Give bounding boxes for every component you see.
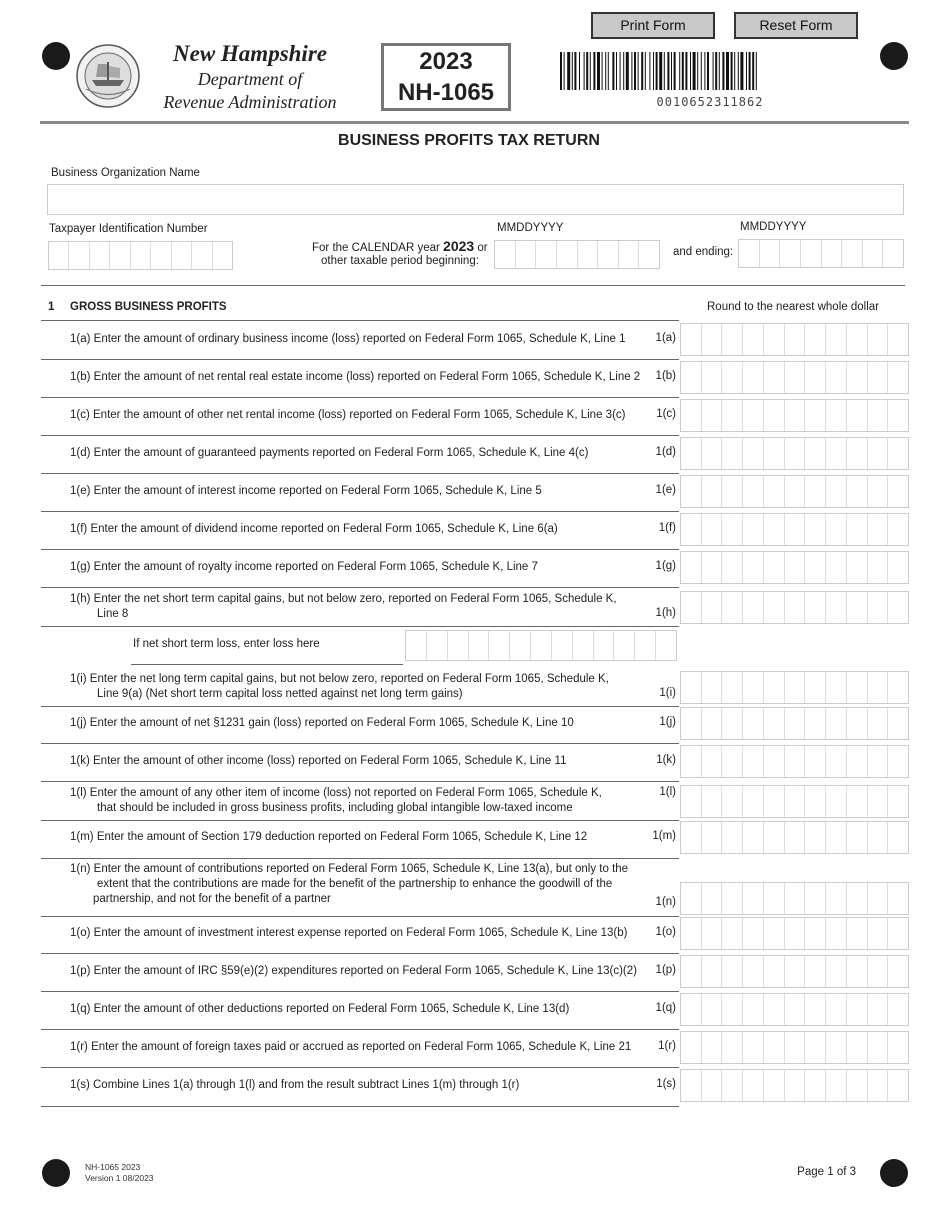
line-code: 1(s) [656,1078,676,1090]
divider [41,953,679,954]
tin-input[interactable] [48,241,233,270]
divider [41,1106,679,1107]
line-amount-input[interactable] [680,1069,909,1102]
line-code: 1(n) [655,896,676,908]
line-code: 1(k) [656,754,676,766]
divider [41,991,679,992]
divider [41,549,679,550]
registration-mark [42,42,70,70]
line-code: 1(h) [655,607,676,619]
divider [41,626,679,627]
divider [41,320,679,321]
line-item-text: 1(m) Enter the amount of Section 179 deduction reported on Federal Form 1065, Schedule K, Line 12 [70,831,588,843]
line-amount-input[interactable] [680,671,909,704]
line-item-text: 1(p) Enter the amount of IRC §59(e)(2) expenditures reported on Federal Form 1065, Schedule K, Line 13(c)(2) [70,965,637,977]
reset-form-button[interactable]: Reset Form [734,12,858,39]
line-amount-input[interactable] [680,917,909,950]
line-amount-input[interactable] [680,1031,909,1064]
line-amount-input[interactable] [680,785,909,818]
divider [41,1029,679,1030]
state-name: New Hampshire [173,41,327,66]
line-code: 1(o) [655,926,676,938]
barcode-number: 0010652311862 [656,95,764,109]
line-item-text: 1(n) Enter the amount of contributions reported on Federal Form 1065, Schedule K, Line 13(a), but only to the extent that the contributions are made for the benefit of the partnership to enhance the goodwill of the partnership, and not for the benefit of a partner [70,863,629,905]
line-code: 1(b) [655,370,676,382]
divider [41,397,679,398]
line-amount-input[interactable] [680,513,909,546]
line-amount-input[interactable] [680,437,909,470]
line-code: 1(d) [655,446,676,458]
line-code: 1(f) [658,522,676,534]
line-amount-input[interactable] [680,955,909,988]
line-amount-input[interactable] [680,745,909,778]
divider [41,1067,679,1068]
line-code: 1(e) [655,484,676,496]
divider [41,820,679,821]
line-amount-input[interactable] [680,591,909,624]
org-name-label: Business Organization Name [51,167,200,179]
line-amount-input[interactable] [680,323,909,356]
line-item-text: 1(f) Enter the amount of dividend income reported on Federal Form 1065, Schedule K, Line 6(a) [70,523,558,535]
line-amount-input[interactable] [680,882,909,915]
dept-line-2: Revenue Administration [163,92,337,112]
period-label-line1: For the CALENDAR year 2023 or [312,238,488,254]
line-code: 1(i) [659,687,676,699]
line-item-text: 1(s) Combine Lines 1(a) through 1(l) and from the result subtract Lines 1(m) through 1(r) [70,1079,520,1091]
barcode [560,52,860,90]
line-item-text: 1(j) Enter the amount of net §1231 gain (loss) reported on Federal Form 1065, Schedule K, Line 10 [70,717,574,729]
registration-mark [42,1159,70,1187]
footer-version: Version 1 08/2023 [85,1173,154,1183]
line-item-text: 1(k) Enter the amount of other income (loss) reported on Federal Form 1065, Schedule K, Line 11 [70,755,567,767]
line-amount-input[interactable] [680,551,909,584]
line-amount-input[interactable] [680,475,909,508]
divider [41,743,679,744]
line-item-text: 1(h) Enter the net short term capital gains, but not below zero, reported on Federal Form 1065, Schedule K, Line 8 [70,593,617,620]
ending-label: and ending: [673,246,734,258]
line-item-text: 1(i) Enter the net long term capital gains, but not below zero, reported on Federal Form 1065, Schedule K, Line 9(a) (Net short term capital loss netted against net long term gains) [70,673,609,700]
form-id: NH-1065 [397,79,495,106]
line-code: 1(g) [655,560,676,572]
end-date-input[interactable] [738,239,904,268]
page-number: Page 1 of 3 [797,1166,856,1178]
line-amount-input[interactable] [680,399,909,432]
line-item-text: 1(r) Enter the amount of foreign taxes paid or accrued as reported on Federal Form 1065, Schedule K, Line 21 [70,1041,632,1053]
registration-mark [880,42,908,70]
divider [41,781,679,782]
divider [41,435,679,436]
short-loss-input[interactable] [405,630,677,661]
section-title: GROSS BUSINESS PROFITS [70,301,227,313]
line-amount-input[interactable] [680,993,909,1026]
form-year: 2023 [419,48,473,75]
end-date-format: MMDDYYYY [740,221,807,233]
line-code: 1(p) [655,964,676,976]
registration-mark [880,1159,908,1187]
line-item-text: 1(q) Enter the amount of other deductions reported on Federal Form 1065, Schedule K, Line 13(d) [70,1003,570,1015]
form-id-box [381,43,511,111]
period-label-line2: other taxable period beginning: [321,255,479,267]
divider [41,359,679,360]
footer-form-info [85,1162,154,1184]
line-code: 1(r) [658,1040,676,1052]
divider [41,285,905,286]
header-rule [40,121,909,124]
tin-label: Taxpayer Identification Number [49,223,208,235]
divider [41,587,679,588]
line-code: 1(m) [652,830,676,842]
divider [131,664,403,665]
footer-form-line: NH-1065 2023 [85,1162,141,1172]
state-seal-icon [76,44,140,108]
line-code: 1(c) [656,408,676,420]
line-item-text: 1(b) Enter the amount of net rental real estate income (loss) reported on Federal Form 1065, Schedule K, Line 2 [70,371,641,383]
section-number: 1 [48,301,55,313]
divider [41,511,679,512]
line-item-text: 1(c) Enter the amount of other net rental income (loss) reported on Federal Form 1065, Schedule K, Line 3(c) [70,409,626,421]
line-amount-input[interactable] [680,821,909,854]
dept-line-1: Department of [197,69,303,89]
line-code: 1(l) [659,786,676,798]
round-note: Round to the nearest whole dollar [707,301,879,313]
agency-name [138,40,362,114]
org-name-input[interactable] [47,184,904,215]
print-form-button[interactable]: Print Form [591,12,715,39]
begin-date-format: MMDDYYYY [497,222,564,234]
period-year: 2023 [443,238,475,254]
line-code: 1(j) [659,716,676,728]
line-item-text: 1(d) Enter the amount of guaranteed payments reported on Federal Form 1065, Schedule K, Line 4(c) [70,447,589,459]
begin-date-input[interactable] [494,240,660,269]
page-title: BUSINESS PROFITS TAX RETURN [338,132,600,149]
line-amount-input[interactable] [680,361,909,394]
line-item-text: 1(g) Enter the amount of royalty income reported on Federal Form 1065, Schedule K, Line 7 [70,561,538,573]
line-item-text: 1(o) Enter the amount of investment interest expense reported on Federal Form 1065, Schedule K, Line 13(b) [70,927,628,939]
line-item-text: 1(a) Enter the amount of ordinary business income (loss) reported on Federal Form 1065, Schedule K, Line 1 [70,333,626,345]
line-amount-input[interactable] [680,707,909,740]
divider [41,916,679,917]
line-item-text: 1(e) Enter the amount of interest income reported on Federal Form 1065, Schedule K, Line 5 [70,485,542,497]
line-code: 1(q) [655,1002,676,1014]
divider [41,858,679,859]
divider [41,706,679,707]
line-code: 1(a) [655,332,676,344]
divider [41,473,679,474]
short-loss-label: If net short term loss, enter loss here [133,638,320,650]
line-item-text: 1(l) Enter the amount of any other item of income (loss) not reported on Federal Form 1065, Schedule K, that should be included in gross business profits, including global intangible low-taxed income [70,787,602,814]
